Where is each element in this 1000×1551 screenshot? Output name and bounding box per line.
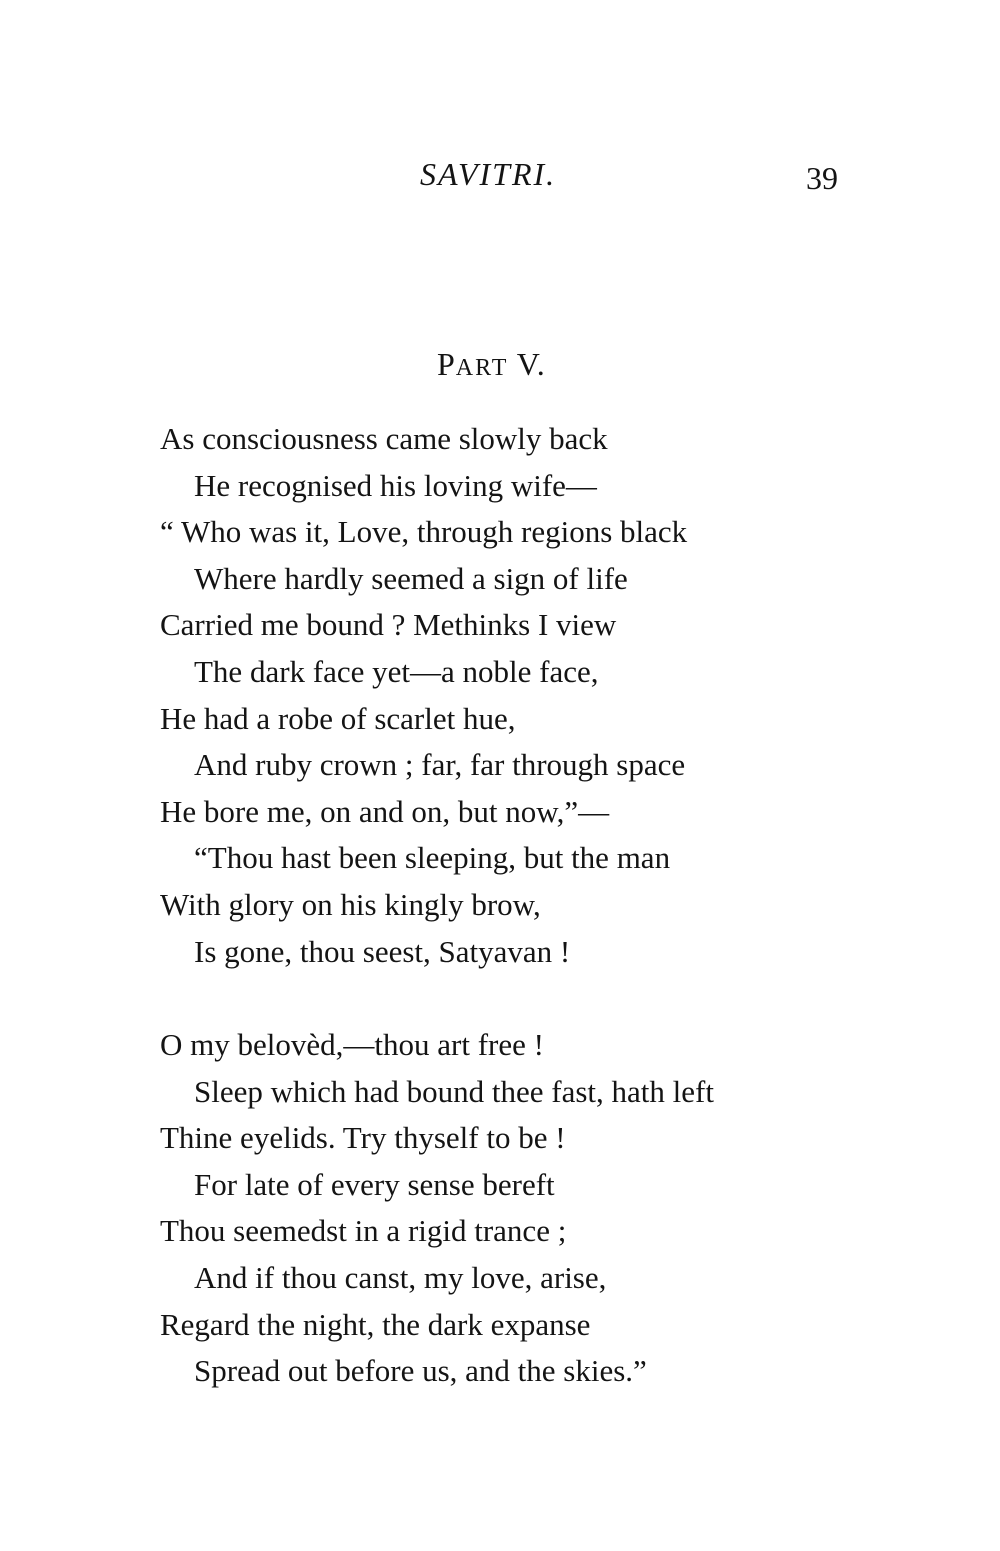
section-heading-initial: P (437, 346, 456, 382)
stanza-2 (160, 1022, 714, 1395)
verse-line: The dark face yet—a noble face, (194, 653, 599, 689)
verse-line: For late of every sense bereft (194, 1166, 555, 1202)
verse-line: He had a robe of scarlet hue, (160, 700, 516, 736)
verse-line: Sleep which had bound thee fast, hath left (194, 1073, 714, 1109)
verse-line: Spread out before us, and the skies.” (194, 1353, 647, 1389)
verse-line: “ Who was it, Love, through regions black (160, 514, 688, 550)
section-heading-smallcaps: ART (455, 355, 509, 381)
verse-line: As consciousness came slowly back (160, 421, 608, 456)
verse-line: Regard the night, the dark expanse (160, 1306, 591, 1342)
page-number: 39 (806, 160, 838, 196)
verse-line: Thou seemedst in a rigid trance ; (160, 1213, 567, 1249)
verse-line: He recognised his loving wife— (194, 467, 597, 503)
section-heading (437, 346, 546, 383)
verse-line: He bore me, on and on, but now,”— (160, 793, 610, 829)
verse-line: “Thou hast been sleeping, but the man (194, 840, 671, 876)
verse-line: Where hardly seemed a sign of life (194, 560, 628, 596)
verse-line: Carried me bound ? Methinks I view (160, 607, 617, 643)
verse-line: Thine eyelids. Try thyself to be ! (160, 1120, 566, 1156)
verse-line: And ruby crown ; far, far through space (194, 747, 686, 783)
verse-line: And if thou canst, my love, arise, (194, 1259, 607, 1295)
verse-line: O my belovèd,—thou art free ! (160, 1027, 544, 1062)
verse-line: Is gone, thou seest, Satyavan ! (194, 933, 571, 969)
section-heading-numeral: V. (508, 346, 546, 382)
verse-line: With glory on his kingly brow, (160, 886, 541, 922)
running-title: SAVITRI. (420, 156, 557, 192)
stanza-1 (160, 416, 687, 975)
